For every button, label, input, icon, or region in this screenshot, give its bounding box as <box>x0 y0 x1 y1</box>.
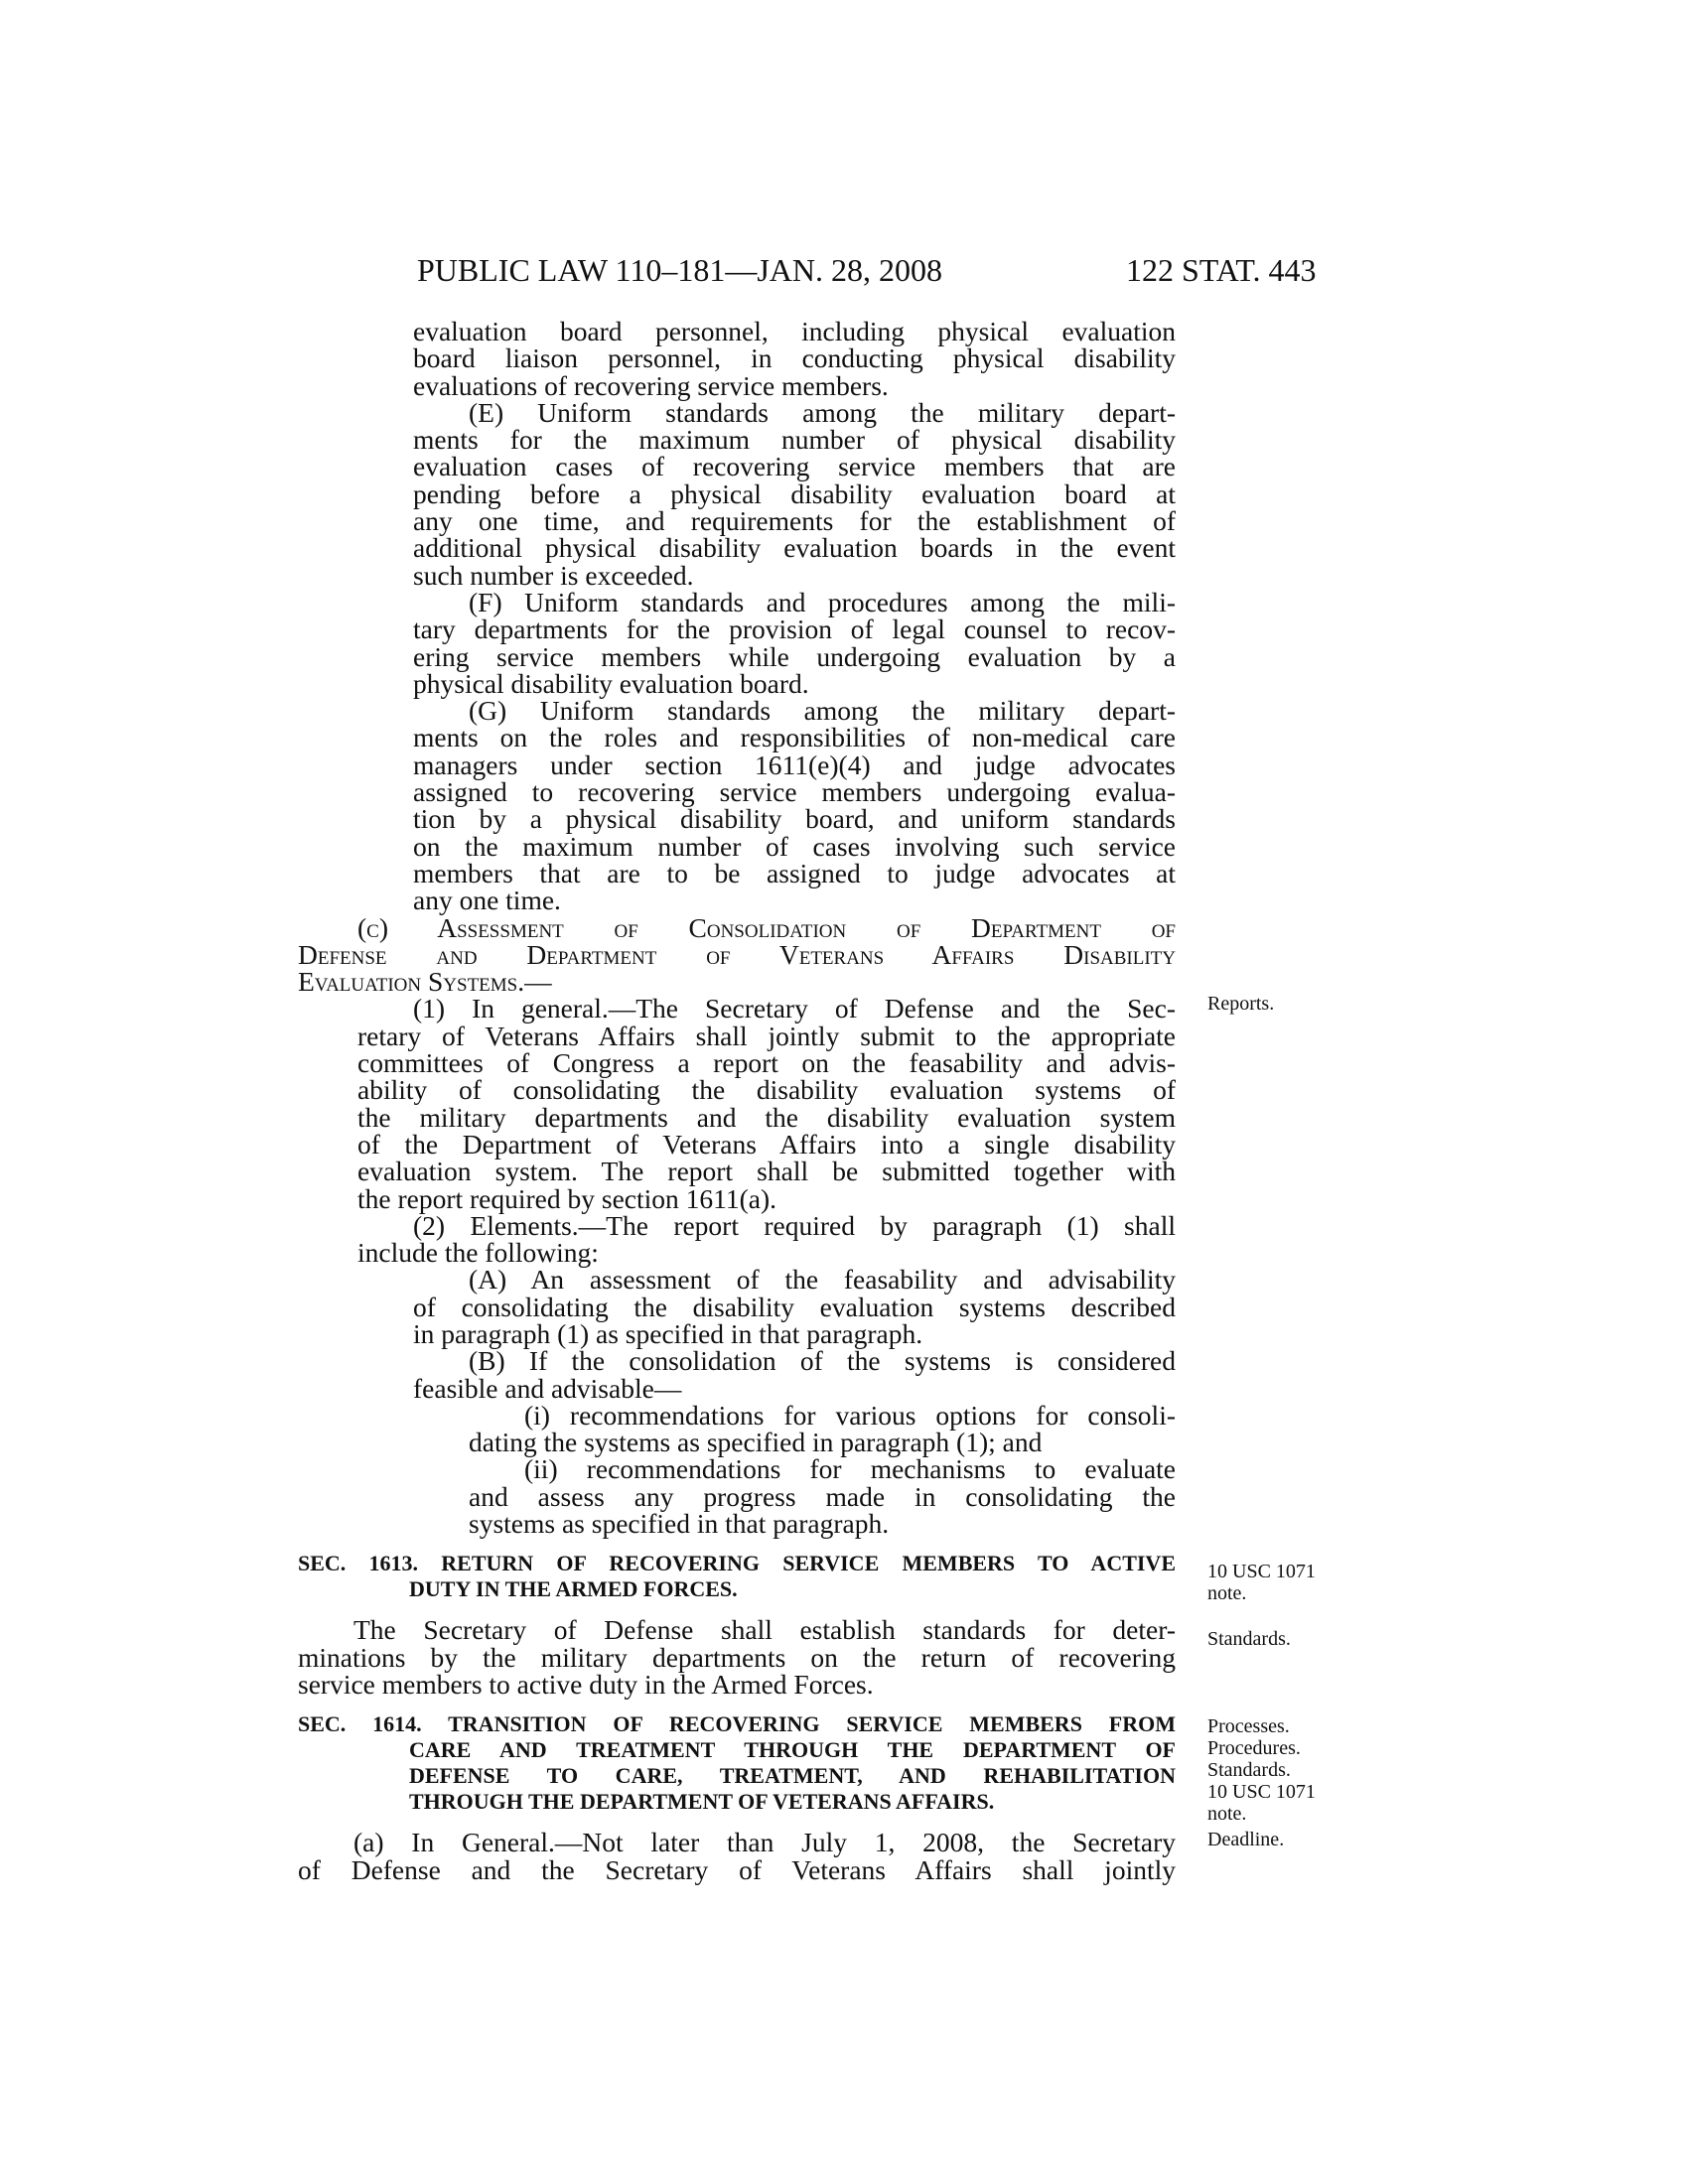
text-line: evaluations of recovering service members. <box>413 369 889 401</box>
section-1613-heading <box>298 1551 1176 1602</box>
text-line: (2) Elements.—The report required by paragraph (1) shall <box>413 1209 1176 1241</box>
text-line: DEFENSE TO CARE, TREATMENT, AND REHABILITATION <box>409 1763 1176 1789</box>
document-body <box>298 318 1176 1883</box>
text-line: ability of consolidating the disability evaluation systems of <box>357 1074 1176 1106</box>
paragraph-e <box>298 396 1176 591</box>
margin-note-reports: Reports. <box>1207 993 1275 1015</box>
section-1614-heading <box>298 1711 1176 1815</box>
text-line: evaluation cases of recovering service members that are <box>413 451 1176 482</box>
text-line: pending before a physical disability evaluation board at <box>413 478 1176 509</box>
text-line: Defense and Department of Veterans Affairs Disability <box>298 938 1176 970</box>
text-line: (ii) recommendations for mechanisms to evaluate <box>524 1453 1176 1485</box>
text-line: systems as specified in that paragraph. <box>469 1508 890 1540</box>
text-line: committees of Congress a report on the feasability and advis- <box>357 1047 1176 1079</box>
text-line: in paragraph (1) as specified in that paragraph. <box>413 1317 923 1349</box>
section-1613-text <box>298 1616 1176 1698</box>
text-line: THROUGH THE DEPARTMENT OF VETERANS AFFAIRS. <box>409 1789 995 1815</box>
margin-note-line: Standards. <box>1207 1759 1291 1781</box>
text-line: retary of Veterans Affairs shall jointly submit to the appropriate <box>357 1020 1176 1051</box>
text-line: The Secretary of Defense shall establish standards for deter- <box>353 1614 1176 1646</box>
text-line: of Defense and the Secretary of Veterans Affairs shall jointly <box>298 1853 1176 1885</box>
text-line: evaluation board personnel, including physical evaluation <box>413 316 1176 346</box>
paragraph-c1 <box>298 993 1176 1214</box>
text-line: (B) If the consolidation of the systems is considered <box>469 1345 1176 1377</box>
text-line: (E) Uniform standards among the military depart- <box>469 396 1176 428</box>
paragraph-c2 <box>298 1209 1176 1269</box>
text-line: additional physical disability evaluation boards in the event <box>413 532 1176 564</box>
text-line: (F) Uniform standards and procedures among the mili- <box>469 586 1176 617</box>
text-line: (G) Uniform standards among the military depart- <box>469 695 1176 727</box>
text-line: physical disability evaluation board. <box>413 667 809 699</box>
text-line: minations by the military departments on the return of recovering <box>298 1641 1176 1673</box>
text-line: (1) In general.—The Secretary of Defense and the Sec- <box>413 993 1176 1024</box>
text-line: any one time. <box>413 885 561 916</box>
margin-note-line: 10 USC 1071 <box>1207 1781 1316 1803</box>
text-line: any one time, and requirements for the establishment of <box>413 505 1176 537</box>
text-line: board liaison personnel, in conducting physical disability <box>413 342 1176 374</box>
text-line: (a) In General.—Not later than July 1, 2008, the Secretary <box>353 1827 1176 1858</box>
margin-note-deadline: Deadline. <box>1207 1829 1285 1850</box>
paragraph-g <box>298 695 1176 916</box>
margin-note-line: 10 USC 1071 <box>1207 1561 1316 1582</box>
text-line: on the maximum number of cases involving such service <box>413 830 1176 862</box>
margin-note-section-1614 <box>1207 1715 1316 1825</box>
text-line: evaluation system. The report shall be submitted together with <box>357 1156 1176 1187</box>
paragraph-c2-a <box>298 1266 1176 1347</box>
text-line: such number is exceeded. <box>413 559 694 591</box>
paragraph-continuation <box>298 318 1176 399</box>
subsection-c-heading <box>298 911 1176 998</box>
text-line: of consolidating the disability evaluation systems described <box>413 1291 1176 1322</box>
text-line: SEC. 1613. RETURN OF RECOVERING SERVICE MEMBERS TO ACTIVE <box>298 1551 1176 1576</box>
text-line: (A) An assessment of the feasability and advisability <box>469 1264 1176 1296</box>
text-line: managers under section 1611(e)(4) and judge advocates <box>413 749 1176 780</box>
clause-ii <box>298 1453 1176 1540</box>
text-line: of the Department of Veterans Affairs into a single disability <box>357 1128 1176 1160</box>
paragraph-c2-b <box>298 1347 1176 1402</box>
text-line: service members to active duty in the Armed Forces. <box>298 1668 874 1700</box>
text-line: ments on the roles and responsibilities of non-medical care <box>413 722 1176 753</box>
page-number: 122 STAT. 443 <box>1126 252 1317 288</box>
margin-note-line: note. <box>1207 1582 1247 1604</box>
text-line: DUTY IN THE ARMED FORCES. <box>409 1576 738 1602</box>
section-1614-text <box>298 1829 1176 1883</box>
running-header-title: PUBLIC LAW 110–181—JAN. 28, 2008 <box>417 252 942 288</box>
text-line: members that are to be assigned to judge advocates at <box>413 857 1176 888</box>
text-line: SEC. 1614. TRANSITION OF RECOVERING SERVICE MEMBERS FROM <box>298 1711 1176 1737</box>
text-line: feasible and advisable— <box>413 1372 682 1404</box>
text-line: and assess any progress made in consolidating the <box>469 1480 1176 1512</box>
text-line: (i) recommendations for various options for consoli- <box>524 1399 1176 1431</box>
clause-i <box>298 1399 1176 1458</box>
text-line: assigned to recovering service members undergoing evalua- <box>413 776 1176 808</box>
margin-note-line: note. <box>1207 1803 1247 1825</box>
margin-note-usc-1613 <box>1207 1561 1316 1604</box>
text-line: tary departments for the provision of legal counsel to recov- <box>413 614 1176 645</box>
margin-note-standards: Standards. <box>1207 1628 1291 1650</box>
text-line: ments for the maximum number of physical disability <box>413 424 1176 456</box>
margin-note-line: Processes. <box>1207 1715 1290 1737</box>
text-line: the military departments and the disability evaluation system <box>357 1101 1176 1133</box>
text-line: include the following: <box>357 1237 599 1269</box>
text-line: dating the systems as specified in paragraph (1); and <box>469 1427 1043 1458</box>
text-line: (c) Assessment of Consolidation of Department of <box>357 911 1176 943</box>
paragraph-f <box>298 586 1176 699</box>
text-line: ering service members while undergoing evaluation by a <box>413 640 1176 672</box>
text-line: CARE AND TREATMENT THROUGH THE DEPARTMENT OF <box>409 1737 1176 1763</box>
margin-note-line: Procedures. <box>1207 1737 1301 1759</box>
text-line: Evaluation Systems.— <box>298 966 552 998</box>
text-line: the report required by section 1611(a). <box>357 1182 777 1214</box>
text-line: tion by a physical disability board, and uniform standards <box>413 803 1176 835</box>
